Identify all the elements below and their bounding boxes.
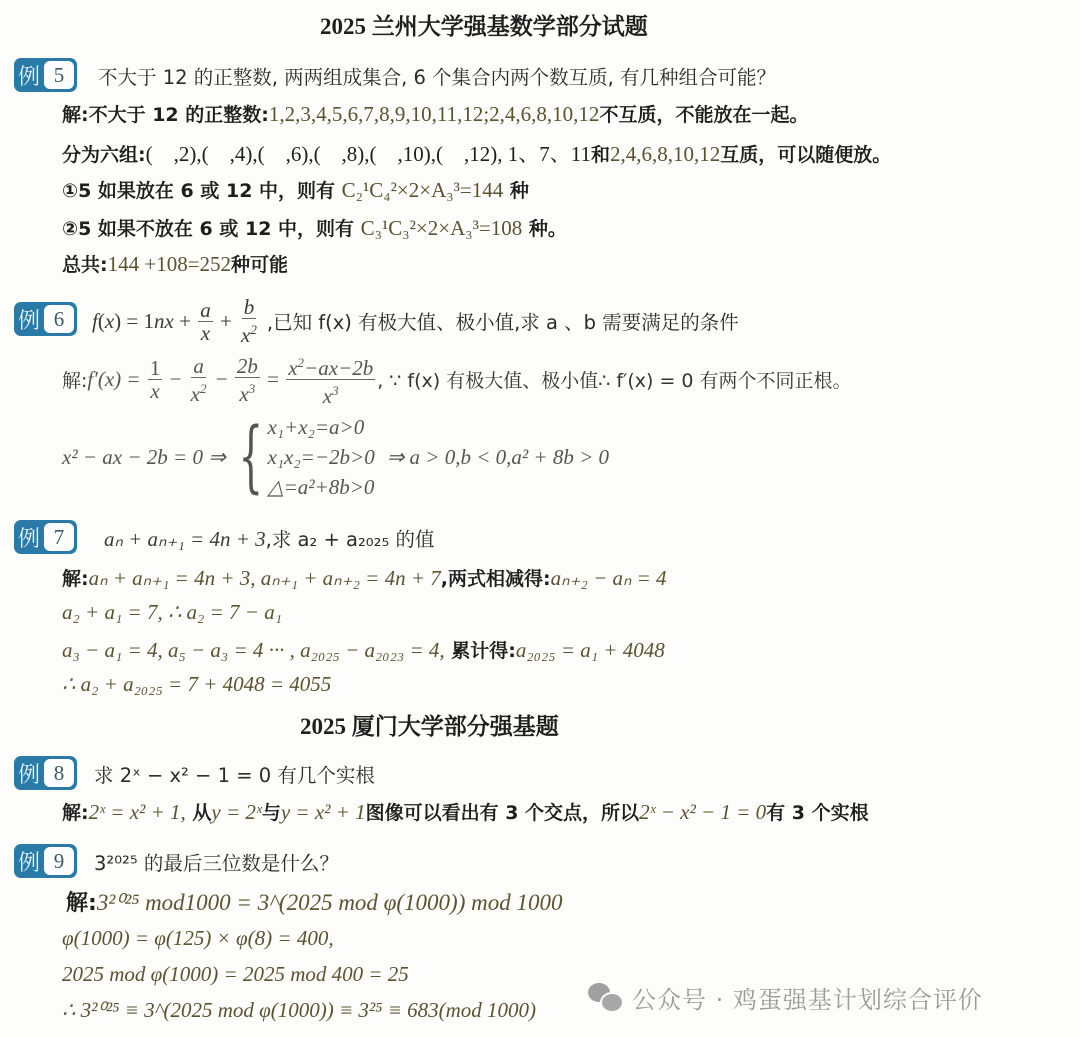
problem-9-solution-line-2 [62,926,334,951]
math: x² − ax − 2b = 0 ⇒ [62,444,226,469]
math: ∴ a₂ + a₂₀₂₅ = 7 + 4048 = 4055 [62,672,332,696]
math: aₙ₊₂ − aₙ = 4 [550,566,667,590]
system-line: x₁x₂=−2b>0 [267,445,375,469]
problem-8-question: 求 2ˣ − x² − 1 = 0 有几个实根 [94,764,375,787]
example-badge-6 [14,302,77,336]
problem-9-question: 3²⁰²⁵ 的最后三位数是什么？ [94,852,339,875]
section-title-xiamen: 2025 厦门大学部分强基题 [300,714,559,739]
text: 种。 [528,218,567,240]
watermark-text: 公众号 · 鸡蛋强基计划综合评价 [632,986,983,1014]
math: ( [97,308,105,333]
math: − [210,367,233,391]
problem-5-solution-line-4 [62,214,567,241]
badge-label: 例 [18,64,41,90]
fraction: $\frac{x^2-ax-2b}{x^3}$ [286,352,375,407]
example-badge-7 [14,520,77,554]
section-title-lanzhou: 2025 兰州大学强基数学部分试题 [320,14,648,39]
math: a₂ + a₁ = 7, ∴ a₂ = 7 − a₁ [62,600,282,624]
text: 图像可以看出有 3 个交点，所以 [365,802,640,824]
example-badge-8 [14,756,77,790]
badge-number: 8 [44,759,74,787]
fraction: $\frac{b}{x^2}$ [241,295,257,347]
problem-9-solution-line-1 [66,886,562,917]
problem-5-solution-line-1 [62,100,808,127]
text: 互质，可以随便放。 [720,144,892,166]
badge-label: 例 [18,308,41,334]
problem-6-solution-line-2 [62,412,609,502]
wechat-watermark [588,980,983,1015]
problem-7-solution-line-4 [62,672,331,697]
problem-5-solution-line-3 [62,176,529,203]
math: f′(x) = [87,367,146,391]
question-text: ,已知 f(x) 有极大值、极小值,求 a 、b 需要满足的条件 [266,311,739,334]
text: 不互质，不能放在一起。 [599,104,809,126]
fraction: $\frac{1}{x}$ [149,356,161,403]
example-badge-9 [14,844,77,878]
math: 144 +108=252 [107,252,232,276]
badge-label: 例 [18,526,41,552]
text: 有 3 个实根 [766,802,869,824]
math: a₂₀₂₅ = a₁ + 4048 [515,638,665,662]
badge-number: 5 [44,61,74,89]
problem-5-solution-line-5 [62,250,288,277]
system-line: △=a²+8b>0 [267,475,375,499]
math: a₃ − a₁ = 4, a₅ − a₃ = 4 ··· , a₂₀₂₅ − a₂₀₂₃ = 4, [62,638,445,662]
math: nx [154,308,174,333]
text: , ∵ f(x) 有极大值、极小值∴ f′(x) = 0 有两个不同正根。 [377,370,852,392]
text: ,两式相减得: [440,568,551,590]
math: ( ,2),( ,4),( ,6),( ,8),( ,10),( ,12), 1、7、11 [145,142,591,166]
text: 种可能 [231,254,289,276]
problem-7-question [104,524,434,552]
text: 种 [509,180,529,202]
math: y = 2ˣ [211,800,262,824]
math: 2,4,6,8,10,12 [610,142,721,166]
math: C₃¹C₃²×2×A₃³=108 [360,216,523,240]
problem-6-question [92,296,739,346]
badge-label: 例 [18,762,41,788]
math: ⇒ a > 0,b < 0,a² + 8b > 0 [386,444,610,469]
text: 从 [192,802,212,824]
math: y = x² + 1 [280,800,366,824]
question-math: f [92,308,98,333]
math: + [173,308,197,333]
math: 1,2,3,4,5,6,7,8,9,10,11,12;2,4,6,8,10,12 [268,102,600,126]
math: = [261,367,285,391]
badge-number: 7 [44,523,74,551]
math: ) = 1 [114,308,155,333]
text: 和 [591,144,611,166]
math: 2ˣ − x² − 1 = 0 [639,800,767,824]
math: C₂¹C₄²×2×A₃³=144 [341,178,504,202]
math: − [164,367,187,391]
problem-7-solution-line-3 [62,636,665,663]
math: 2ˣ = x² + 1, [88,800,186,824]
text: 解:不大于 12 的正整数: [62,104,269,126]
example-badge-5 [14,58,77,92]
system-line: x₁+x₂=a>0 [267,415,365,439]
text: 累计得: [451,640,516,662]
math: φ(1000) = φ(125) × φ(8) = 400, [62,926,334,950]
math: 3²⁰²⁵ mod1000 = 3^(2025 mod φ(1000)) mod 1000 [96,890,563,915]
fraction: $\frac{2b}{x^3}$ [236,353,258,406]
problem-7-solution-line-2 [62,600,282,625]
badge-number: 6 [44,305,74,333]
text: 分为六组: [62,144,146,166]
text: 总共: [62,254,108,276]
problem-7-solution-line-1 [62,564,667,591]
text: ②5 如果不放在 6 或 12 中，则有 [62,218,355,240]
math: 2025 mod φ(1000) = 2025 mod 400 = 25 [62,962,409,986]
math: aₙ + aₙ₊₁ = 4n + 3, aₙ₊₁ + aₙ₊₂ = 4n + 7 [88,566,441,590]
problem-9-solution-line-4 [62,998,536,1023]
fraction: $\frac{a}{x}$ [200,297,211,345]
math: x [104,308,115,333]
text: 解: [62,370,88,392]
text: 解: [66,891,97,916]
question-math: aₙ + aₙ₊₁ = 4n + 3 [104,527,266,551]
question-text: ,求 a₂ + a₂₀₂₅ 的值 [265,528,435,551]
wechat-icon [588,983,622,1013]
math: + [214,308,238,333]
left-brace-icon: { [238,412,264,502]
fraction: $\frac{a}{x^2}$ [190,353,207,406]
badge-label: 例 [18,850,41,876]
text: 解: [62,568,89,590]
text: 与 [261,802,281,824]
text: 解: [62,802,89,824]
problem-5-solution-line-2 [62,138,891,168]
equation-system [267,412,374,502]
badge-number: 9 [44,847,74,875]
problem-8-solution-line-1 [62,798,869,825]
text: ①5 如果放在 6 或 12 中，则有 [62,180,336,202]
problem-6-solution-line-1 [62,352,852,407]
problem-5-question: 不大于 12 的正整数, 两两组成集合, 6 个集合内两个数互质, 有几种组合可能？ [98,66,777,89]
problem-9-solution-line-3 [62,962,409,987]
math: ∴ 3²⁰²⁵ ≡ 3^(2025 mod φ(1000)) ≡ 3²⁵ ≡ 683(mod 1000) [62,998,537,1022]
